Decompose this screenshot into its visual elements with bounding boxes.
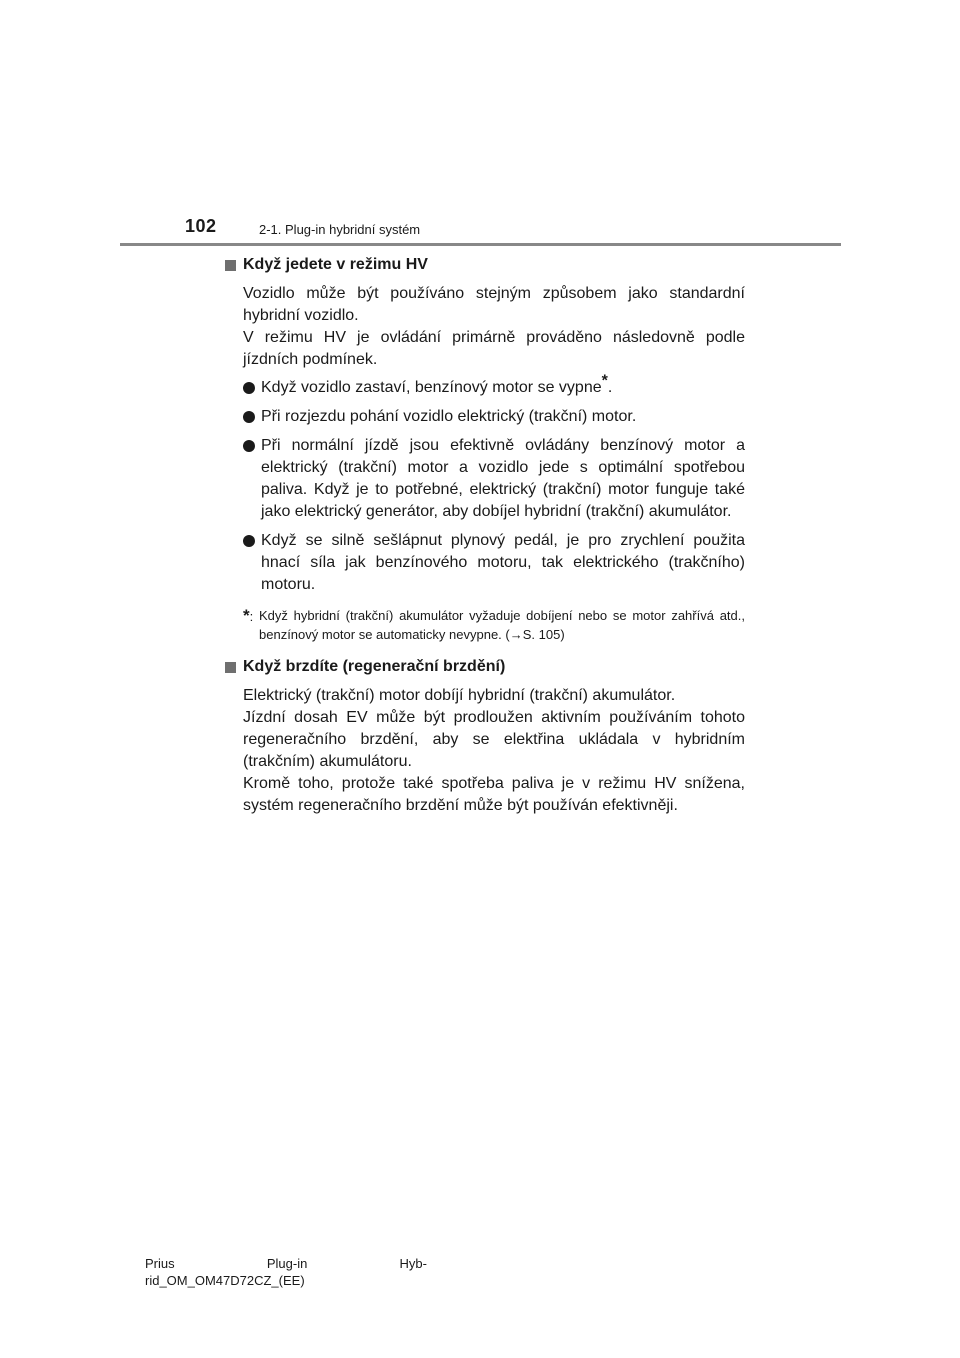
footnote-mark: * <box>243 606 250 625</box>
bullet-dot-icon <box>243 440 255 452</box>
section-title: 2-1. Plug-in hybridní systém <box>259 222 421 237</box>
page-number: 102 <box>185 216 217 236</box>
footer-code: rid_OM_OM47D72CZ_(EE) <box>145 1273 305 1288</box>
footer-model: Plug-in <box>266 1256 308 1271</box>
bullet-dot-icon <box>243 535 255 547</box>
page-content <box>225 254 745 817</box>
bullet-text: Při rozjezdu pohání vozidlo elektrický (trakční) motor. <box>261 408 637 425</box>
footnote-text: Když hybridní (trakční) akumulátor vyžaduje dobíjení nebo se motor zahřívá atd., benzínový motor se automaticky nevypne. (→S. 105) <box>259 608 745 642</box>
bullet-dot-icon <box>243 382 255 394</box>
footer-model: Prius <box>145 1256 175 1271</box>
section-regenerative-braking <box>225 656 745 817</box>
list-item <box>243 372 745 399</box>
bullet-text: Když se silně sešlápnut plynový pedál, je pro zrychlení použita hnací síla jak benzínového motoru, tak elektrického (trakčního) motoru. <box>261 532 745 593</box>
paragraph: Kromě toho, protože také spotřeba paliva je v režimu HV snížena, systém regeneračního brzdění může být používán efektivněji. <box>243 775 745 814</box>
footer <box>145 1255 475 1289</box>
paragraph: Vozidlo může být používáno stejným způsobem jako standardní hybridní vozidlo. <box>243 285 745 324</box>
footnote-mark: * <box>601 372 608 390</box>
header-rule <box>120 243 841 246</box>
bullet-list <box>243 372 745 596</box>
section-hv-mode <box>225 254 745 644</box>
bullet-text: Při normální jízdě jsou efektivně ovládány benzínový motor a elektrický (trakční) motor a vozidlo jede s optimální spotřebou paliva. Když je to potřebné, elektrický (trakční) motor funguje také jako elektrický generátor, aby dobíjel hybridní (trakční) akumulátor. <box>261 437 745 520</box>
sub-heading <box>225 254 745 276</box>
bullet-text: Když vozidlo zastaví, benzínový motor se vypne <box>261 379 602 396</box>
list-item <box>243 435 745 523</box>
paragraph: Jízdní dosah EV může být prodloužen aktivním používáním tohoto regeneračního brzdění, aby se elektřina ukládala v hybridním (trakčním) akumulátoru. <box>243 709 745 770</box>
list-item <box>243 406 745 428</box>
footnote: *: Když hybridní (trakční) akumulátor vyžaduje dobíjení nebo se motor zahřívá atd., benzínový motor se automaticky nevypne. (→S. 105) <box>243 606 745 642</box>
list-item <box>243 530 745 596</box>
sub-heading-text: Když brzdíte (regenerační brzdění) <box>243 658 506 675</box>
paragraph: Elektrický (trakční) motor dobíjí hybridní (trakční) akumulátor. <box>243 687 676 704</box>
bullet-dot-icon <box>243 411 255 423</box>
sub-heading <box>225 656 745 678</box>
square-bullet-icon <box>225 662 236 673</box>
square-bullet-icon <box>225 260 236 271</box>
bullet-text-end: . <box>607 379 613 396</box>
footer-model: Hyb- <box>399 1256 427 1271</box>
paragraph: V režimu HV je ovládání primárně prováděno následovně podle jízdních podmínek. <box>243 329 745 368</box>
sub-heading-text: Když jedete v režimu HV <box>243 256 428 273</box>
